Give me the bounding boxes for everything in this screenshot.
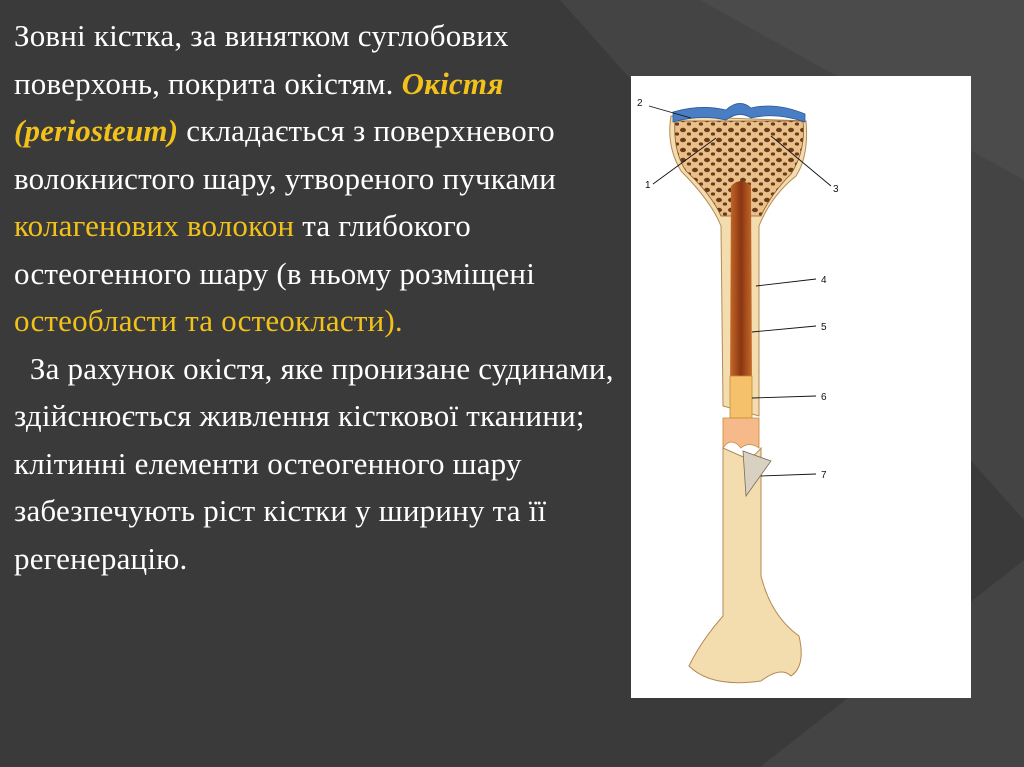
term-periosteum: Окістя (periosteum) xyxy=(14,65,504,148)
text-intro: Зовні кістка, за винятком суглобових поверхонь, покрита окістям. xyxy=(14,18,509,101)
bone-break-top xyxy=(723,418,759,448)
label-7: 7 xyxy=(821,470,827,481)
label-6: 6 xyxy=(821,392,827,403)
highlight-osteoblasts: остеобласти та остеокласти). xyxy=(14,303,403,338)
highlight-collagen: колагенових волокон xyxy=(14,208,295,243)
bone-diagram xyxy=(631,76,971,698)
label-5: 5 xyxy=(821,322,827,333)
paragraph-nutrition: За рахунок окістя, яке пронизане судинами, здійснюється живлення кісткової тканини; клітинні елементи остеогенного шару забезпечують ріст кістки у ширину та її регенерацію. xyxy=(14,350,622,576)
periosteum-segment xyxy=(730,376,752,418)
medullary-cavity xyxy=(730,181,752,396)
bone-figure xyxy=(631,76,971,698)
slide-text xyxy=(14,12,622,582)
text-middle2: та глибокого остеогенного шару (в ньому розміщені xyxy=(14,208,536,291)
label-4: 4 xyxy=(821,275,827,286)
label-2: 2 xyxy=(637,98,643,109)
label-3: 3 xyxy=(833,184,839,195)
paragraph-periosteum xyxy=(14,12,614,345)
label-1: 1 xyxy=(645,180,651,191)
text-middle1: складається з поверхневого волокнистого шару, утвореного пучками xyxy=(14,113,557,196)
